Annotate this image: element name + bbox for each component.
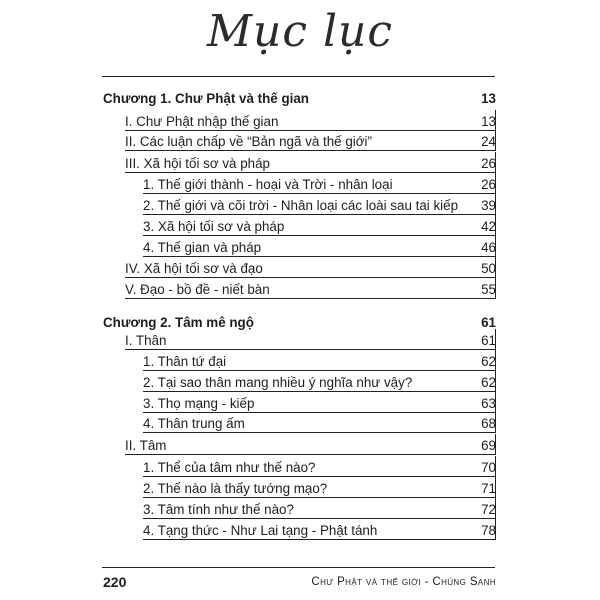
toc-entry-page: 42 bbox=[481, 219, 496, 234]
entry-frame bbox=[125, 152, 496, 173]
top-rule bbox=[102, 76, 495, 77]
toc-entry-page: 50 bbox=[481, 261, 496, 276]
page-title: Mục lục bbox=[206, 6, 394, 57]
toc-entry-page: 46 bbox=[481, 240, 496, 255]
toc-entry-label: 4. Thân trung ấm bbox=[143, 416, 245, 431]
toc-entry-page: 13 bbox=[481, 91, 496, 106]
entry-frame bbox=[143, 371, 496, 392]
toc-entry-label: 2. Thế giới và cõi trời - Nhân loại các loài sau tai kiếp bbox=[143, 198, 459, 213]
toc-entry-label: Chương 1. Chư Phật và thế gian bbox=[103, 91, 309, 106]
entry-frame bbox=[143, 519, 496, 540]
toc-entry-page: 62 bbox=[481, 354, 496, 369]
toc-entry-page: 68 bbox=[481, 416, 496, 431]
toc-entry-label: III. Xã hội tối sơ và pháp bbox=[125, 156, 271, 171]
toc-entry-label: II. Các luận chấp về “Bản ngã và thế giới” bbox=[125, 134, 372, 149]
entry-frame bbox=[125, 110, 496, 131]
entry-frame bbox=[143, 173, 496, 194]
entry-frame bbox=[143, 215, 496, 236]
toc-entry-page: 26 bbox=[481, 177, 496, 192]
toc-entry-label: 4. Thế gian và pháp bbox=[143, 240, 262, 255]
toc-entry-label: 1. Thân tứ đại bbox=[143, 354, 227, 369]
page-number: 220 bbox=[103, 574, 127, 590]
entry-frame bbox=[143, 392, 496, 413]
toc-entry-label: 4. Tạng thức - Như Lai tạng - Phật tánh bbox=[143, 523, 378, 538]
toc-entry-page: 61 bbox=[481, 315, 496, 330]
toc-entry-page: 63 bbox=[481, 396, 496, 411]
toc-entry-page: 62 bbox=[481, 375, 496, 390]
toc-entry-page: 72 bbox=[481, 502, 496, 517]
toc-entry-page: 69 bbox=[481, 438, 496, 453]
toc-entry-page: 55 bbox=[481, 282, 496, 297]
entry-frame bbox=[143, 477, 496, 498]
toc-entry-label: 3. Thọ mạng - kiếp bbox=[143, 396, 255, 411]
toc-entry-label: Chương 2. Tâm mê ngộ bbox=[103, 315, 254, 330]
toc-entry-page: 71 bbox=[481, 481, 496, 496]
toc-entry-page: 13 bbox=[481, 114, 496, 129]
toc-entry-label: II. Tâm bbox=[125, 438, 167, 453]
entry-frame bbox=[143, 456, 496, 477]
entry-frame bbox=[125, 257, 496, 278]
toc-entry-page: 24 bbox=[481, 134, 496, 149]
toc-entry-page: 39 bbox=[481, 198, 496, 213]
toc-entry-label: I. Thân bbox=[125, 333, 167, 348]
toc-chapter-row bbox=[103, 89, 496, 109]
toc-entry-label: I. Chư Phật nhập thế gian bbox=[125, 114, 279, 129]
entry-frame bbox=[125, 278, 496, 299]
toc-entry-label: 1. Thế giới thành - hoại và Trời - nhân loại bbox=[143, 177, 393, 192]
toc-entry-page: 26 bbox=[481, 156, 496, 171]
toc-entry-page: 78 bbox=[481, 523, 496, 538]
toc-entry-label: 3. Tâm tính như thế nào? bbox=[143, 502, 294, 517]
entry-frame bbox=[143, 236, 496, 257]
entry-frame bbox=[143, 350, 496, 371]
toc-entry-page: 61 bbox=[481, 333, 496, 348]
toc-entry-label: 2. Thế nào là thấy tướng mạo? bbox=[143, 481, 328, 496]
entry-frame bbox=[125, 130, 496, 151]
running-title: Chư Phật và thế giới - Chúng Sanh bbox=[311, 576, 496, 588]
bottom-rule bbox=[102, 567, 495, 568]
entry-frame bbox=[143, 194, 496, 215]
toc-entry-page: 70 bbox=[481, 460, 496, 475]
toc-entry-label: 3. Xã hội tối sơ và pháp bbox=[143, 219, 285, 234]
toc-entry-label: V. Đạo - bồ đề - niết bàn bbox=[125, 282, 270, 297]
entry-frame bbox=[125, 329, 496, 350]
entry-frame bbox=[143, 412, 496, 433]
toc-entry-label: 1. Thể của tâm như thế nào? bbox=[143, 460, 316, 475]
toc-entry-label: 2. Tại sao thân mang nhiều ý nghĩa như vậy? bbox=[143, 375, 413, 390]
entry-frame bbox=[125, 434, 496, 455]
entry-frame bbox=[143, 498, 496, 519]
toc-entry-label: IV. Xã hội tối sơ và đạo bbox=[125, 261, 263, 276]
